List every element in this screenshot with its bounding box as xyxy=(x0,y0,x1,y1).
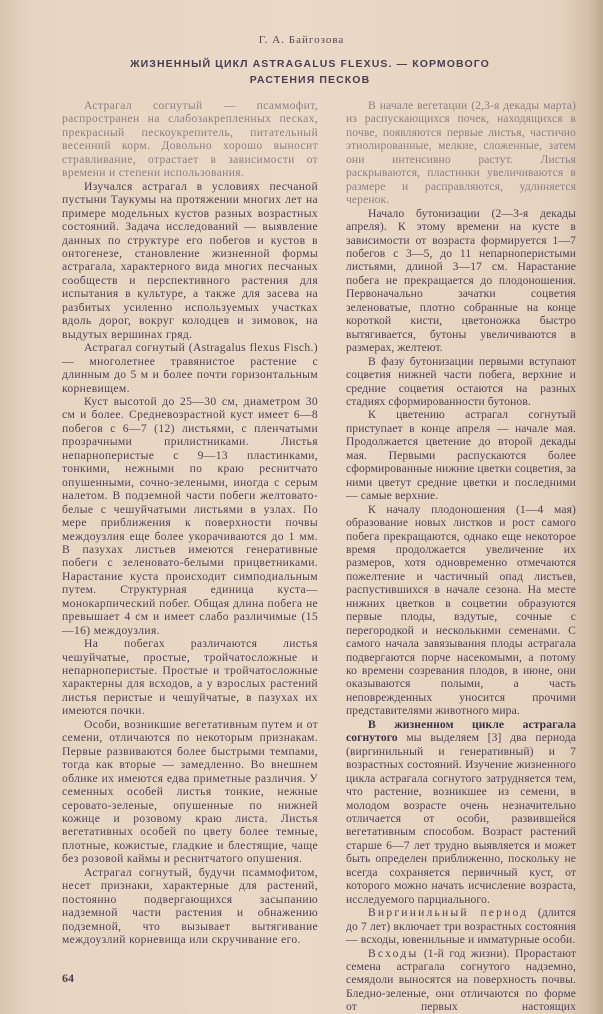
spaced-lead: Виргинильный период xyxy=(368,906,529,920)
paragraph: Астрагал согнутый (Astragalus flexus Fisch.) — многолетнее травянистое растение с длинным до 5 м и более почти горизонтальным корневищем. xyxy=(62,341,318,395)
paragraph xyxy=(346,947,576,1014)
title-line-1: ЖИЗНЕННЫЙ ЦИКЛ ASTRAGALUS FLEXUS. — КОРМОВОГО xyxy=(130,58,490,70)
paragraph: Начало бутонизации (2—3-я декады апреля). К этому времени на кусте в зависимости от возраста формируется 1—7 побегов с 3—5, до 11 непарноперистыми листьями, длиной 3—17 см. Нарастание побега не прекращается до плодоношения. Первоначально зачатки соцветия зеленоватые, плотно собранные на конце короткой кисти, цветоножка быстро вытягивается, бутоны увеличиваются в размерах, желтеют. xyxy=(346,206,576,355)
paragraph: Куст высотой до 25—30 см, диаметром 30 см и более. Средневозрастной куст имеет 6—8 побегов с 6—7 (12) листьями, с пленчатыми прозрачными прилистниками. Листья непарноперистые с 9—13 пластинками, тонкими, нежными по краю реснитчато опушенными, сочно-зелеными, иногда с серым налетом. В подземной части побеги желтовато-белые с чешуйчатыми листьями в узлах. По мере приближения к поверхности почвы междоузлия еще более укорачиваются до 1 мм. В пазухах листьев имеются генеративные побеги с зеленовато-белыми прицветниками. Нарастание куста происходит симподиальным путем. Структурная единица куста—монокарпический побег. Общая длина побега не превышает 4 см и имеет слабо различимые (15—16) междоузлия. xyxy=(62,394,318,637)
paragraph-text: мы выделяем [3] два периода (виргинильный и генеративный) и 7 возрастных состояний. Изучение жизненного цикла астрагала согнутого затрудняется тем, что растение, возникшее из семени, в молодом возрасте очень незначительно отличается от особи, развившейся вегетативным способом. Возраст растений старше 6—7 лет трудно выявляется и может быть определен приближенно, поскольку не всегда сохраняется первичный куст, от которого можно начать исчисление возраста, исследуемого парциального. xyxy=(346,731,576,906)
paragraph: В начале вегетации (2,3-я декады марта) из распускающихся почек, находящихся в почве, появляются первые листья, частично этиолированные, мелкие, сложенные, затем они интенсивно растут. Листья раскрываются, пластинки увеличиваются в размере и расправляются, удлиняется черенок. xyxy=(346,99,576,207)
author: Г. А. Байгозова xyxy=(258,34,345,46)
spaced-lead: Всходы xyxy=(368,946,419,960)
paragraph xyxy=(346,718,576,906)
paragraph: В фазу бутонизации первыми вступают соцветия нижней части побега, верхние и средние соцветия остаются на разных стадиях сформированности бутонов. xyxy=(346,354,576,408)
paragraph: Астрагал согнутый, будучи псаммофитом, несет признаки, характерные для растений, постоянно подвергающихся засыпанию надземной части растения и обнажению подземной, что вызывает вытягивание междоузлий корневища или скручивание его. xyxy=(62,865,318,947)
paragraph: Астрагал согнутый — псаммофит, распространен на слабозакрепленных песках, прекрасный пескоукрепитель, питательный весенний корм. Довольно хорошо выносит стравливание, отрастает в зависимости от времени и степени использования. xyxy=(62,99,318,180)
article-title xyxy=(100,56,520,88)
paragraph-text: (1-й год жизни). Прорастают семена астрагала согнутого надземно, семядоли выносятся на поверхность почвы. Бледно-зеленые, они отличаются по форме от первых настоящих xyxy=(346,946,576,1014)
title-line-2: РАСТЕНИЯ ПЕСКОВ xyxy=(249,74,371,86)
left-column xyxy=(62,99,318,947)
paragraph xyxy=(346,906,576,946)
paragraph: К началу плодоношения (1—4 мая) образование новых листков и рост самого побега прекращаются, однако еще некоторое время продолжается увеличение их размеров, хотя одновременно отмечаются пожелтение и частичный опад листьев, распустившихся в начале сезона. На месте нижних цветков в соцветии образуются первые плоды, вздутые, сочные с перегородкой и несколькими семенами. С самого начала завязывания плоды астрагала подвергаются порче насекомыми, а потому ко времени созревания плодов, в июне, они оказываются полыми, а часть неповрежденных уносится прочими представителями животного мира. xyxy=(346,502,576,718)
paragraph-text: (длится до 7 лет) включает три возрастных состояния — всходы, ювенильные и имматурные особи. xyxy=(346,906,576,947)
paragraph: К цветению астрагал согнутый приступает в конце апреля — начале мая. Продолжается цветение до второй декады мая. Первыми распускаются более сформированные нижние цветки соцветия, за ними цветут средние цветки и последними — самые верхние. xyxy=(346,408,576,503)
right-column xyxy=(346,99,576,1014)
paragraph: Изучался астрагал в условиях песчаной пустыни Таукумы на протяжении многих лет на примере модельных кустов разных возрастных состояний. Задача исследований — выявление данных по структуре его побегов и кустов в онтогенезе, становление жизненной формы астрагала, характерного вида многих песчаных сообществ и перспективного растения для испытания в культуре, а также для засева на разбитых усиленно используемых участках вдоль дорог, вокруг колодцев и зимовок, на выдутых вершинах гряд. xyxy=(62,179,318,341)
page-number: 64 xyxy=(62,971,74,985)
paragraph: На побегах различаются листья чешуйчатые, простые, тройчатосложные и непарноперистые. Простые и тройчатосложные характерны для всходов, а у взрослых растений листья перистые и чешуйчатые, в пазухах их имеются почки. xyxy=(62,637,318,718)
bold-lead: В жизненном цикле астрагала согнутого xyxy=(346,717,576,745)
paragraph: Особи, возникшие вегетативным путем и от семени, отличаются по некоторым признакам. Первые развиваются более быстрыми темпами, тогда как вторые — замедленно. Во внешнем облике их имеются едва приметные различия. У семенных особей листья тонкие, нежные серовато-зеленые, опушенные по нижней кожице и розовому краю листа. Листья вегетативных особей по цвету более темные, плотные, кожистые, гладкие и блестящие, чаще без розовой каймы и реснитчатого опушения. xyxy=(62,717,318,866)
